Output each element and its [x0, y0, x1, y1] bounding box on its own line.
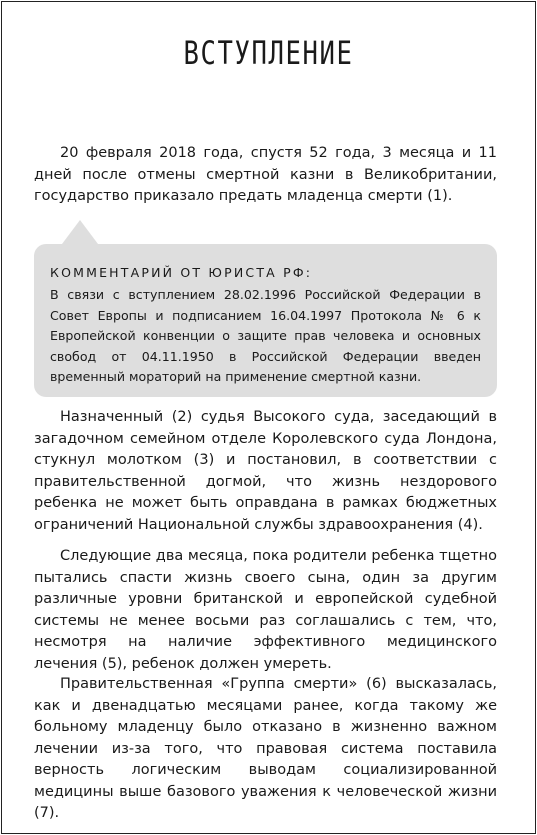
comment-heading: КОММЕНТАРИЙ ОТ ЮРИСТА РФ: — [50, 265, 313, 280]
chapter-title: ВСТУПЛЕНИЕ — [183, 34, 354, 72]
comment-text: В связи с вступлением 28.02.1996 Российской Федерации в Совет Европы и подписанием 16.04.1997 Протокола № 6 к Европейской конвенции о защите прав человека и основных свобод от 04.11.1950 в Российской Федерации введен временный мораторий на применение смертной казни. — [50, 287, 481, 384]
paragraph-months: Следующие два месяца, пока родители ребенка тщетно пытались спасти жизнь своего сына, один за другим различные уровни британской и европейской судебной системы не менее восьми раз соглашались с тем, что, несмотря на наличие эффективного медицинского лечения (5), ребенок должен умереть. — [34, 548, 497, 672]
paragraph-judge: Назначенный (2) судья Высокого суда, заседающий в загадочном семейном отделе Королевского суда Лондона, стукнул молотком (3) и постановил, в соответствии с правительственной догмой, что жизнь нездорового ребенка не может быть оправдана в рамках бюджетных ограничений Национальной службы здравоохранения (4). — [34, 409, 497, 533]
paragraph-intro: 20 февраля 2018 года, спустя 52 года, 3 месяца и 11 дней после отмены смертной казни в Великобритании, государство приказало предать младенца смерти (1). — [34, 145, 497, 204]
comment-callout-pointer — [62, 220, 98, 244]
lawyer-comment-box — [34, 244, 497, 397]
paragraph-death-panel: Правительственная «Группа смерти» (6) высказалась, как и двенадцатью месяцами ранее, когда такому же больному младенцу было отказано в жизненно важном лечении из-за того, что правовая система поставила верность логическим выводам социализированной медицины выше базового уважения к человеческой жизни (7). — [34, 676, 497, 821]
